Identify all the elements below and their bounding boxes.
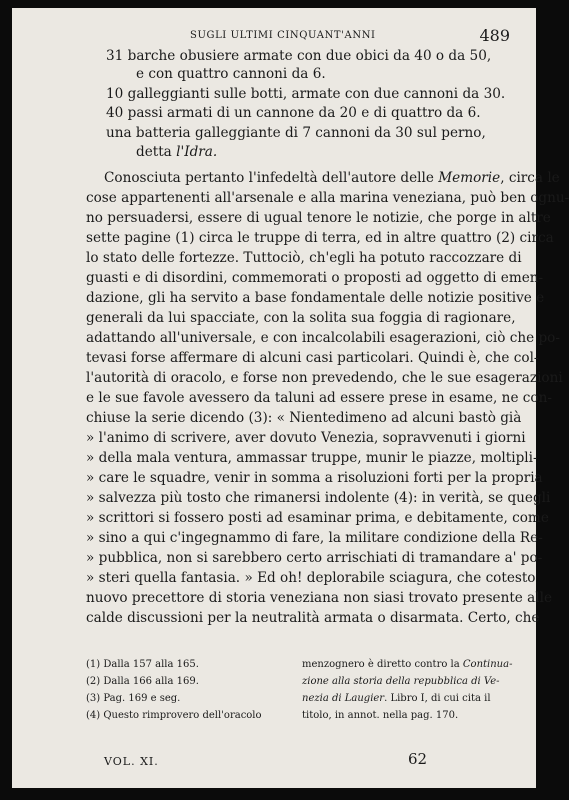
- footnote: (2) Dalla 166 alla 169.: [86, 676, 199, 687]
- ship-name: l'Idra.: [176, 144, 218, 160]
- list-item: 40 passi armati di un cannone da 20 e di quattro da 6.: [106, 105, 481, 121]
- text-line: no persuadersi, essere di ugual tenore le notizie, che porge in altre: [86, 210, 551, 226]
- text-line: Conosciuta pertanto l'infedeltà dell'autore delle Memorie, circa le: [104, 170, 560, 186]
- footnote: (4) Questo rimprovero dell'oracolo: [86, 710, 262, 721]
- text-line: » pubblica, non si sarebbero certo arrischiati di tramandare a' po-: [86, 550, 543, 566]
- text-line: » della mala ventura, ammassar truppe, munir le piazze, moltipli-: [86, 450, 538, 466]
- book-page: [12, 8, 569, 788]
- text-line: calde discussioni per la neutralità armata o disarmata. Certo, che: [86, 610, 540, 626]
- footnote: (1) Dalla 157 alla 165.: [86, 659, 199, 670]
- text-line: » sino a qui c'ingegnammo di fare, la militare condizione della Re-: [86, 530, 543, 546]
- text-line: » steri quella fantasia. » Ed oh! deplorabile sciagura, che cotesto: [86, 570, 536, 586]
- footnote-continuation: nezia di Laugier. Libro I, di cui cita il: [302, 693, 491, 704]
- text-line: » care le squadre, venir in somma a risoluzioni forti per la propria: [86, 470, 543, 486]
- text-line: l'autorità di oracolo, e forse non prevedendo, che le sue esagerazioni: [86, 370, 563, 386]
- signature-mark: 62: [408, 750, 428, 768]
- text-line: » scrittori si fossero posti ad esaminar prima, e debitamente, come: [86, 510, 549, 526]
- footnote-continuation: titolo, in annot. nella pag. 170.: [302, 710, 459, 721]
- list-item: una batteria galleggiante di 7 cannoni da 30 sul perno,: [106, 125, 486, 141]
- volume-label: VOL. XI.: [104, 755, 159, 768]
- text-line: dazione, gli ha servito a base fondamentale delle notizie positive e: [86, 290, 545, 306]
- page-header: [12, 26, 536, 46]
- page-number: 489: [479, 26, 510, 45]
- list-item-text: detta: [136, 144, 177, 160]
- list-item: e con quattro cannoni da 6.: [136, 66, 326, 82]
- running-head: SUGLI ULTIMI CINQUANT'ANNI: [190, 30, 376, 41]
- list-item: 31 barche obusiere armate con due obici da 40 o da 50,: [106, 48, 492, 64]
- text-line: nuovo precettore di storia veneziana non siasi trovato presente alle: [86, 590, 553, 606]
- text-line: sette pagine (1) circa le truppe di terra, ed in altre quattro (2) circa: [86, 230, 554, 246]
- text-line: tevasi forse affermare di alcuni casi particolari. Quindi è, che col-: [86, 350, 539, 366]
- footnote-continuation: menzognero è diretto contro la Continua-: [302, 659, 513, 670]
- text-line: guasti e di disordini, commemorati o proposti ad oggetto di emen-: [86, 270, 544, 286]
- list-item: [136, 144, 217, 161]
- text-line: chiuse la serie dicendo (3): « Nientedimeno ad alcuni bastò già: [86, 410, 522, 426]
- text-line: cose appartenenti all'arsenale e alla marina veneziana, può ben ognu-: [86, 190, 569, 206]
- footnote-continuation: zione alla storia della repubblica di Ve-: [302, 676, 500, 687]
- text-line: » salvezza più tosto che rimanersi indolente (4): in verità, se quegli: [86, 490, 551, 506]
- footnote: (3) Pag. 169 e seg.: [86, 693, 181, 704]
- text-line: lo stato delle fortezze. Tuttociò, ch'egli ha potuto raccozzare di: [86, 250, 522, 266]
- text-line: adattando all'universale, e con incalcolabili esagerazioni, ciò che po-: [86, 330, 560, 346]
- text-line: » l'animo di scrivere, aver dovuto Venezia, sopravvenuti i giorni: [86, 430, 526, 446]
- book-title: Memorie: [438, 170, 501, 186]
- text-line: e le sue favole avessero da taluni ad essere prese in esame, ne con-: [86, 390, 552, 406]
- text-line: generali da lui spacciate, con la solita sua foggia di ragionare,: [86, 310, 516, 326]
- list-item: 10 galleggianti sulle botti, armate con due cannoni da 30.: [106, 86, 506, 102]
